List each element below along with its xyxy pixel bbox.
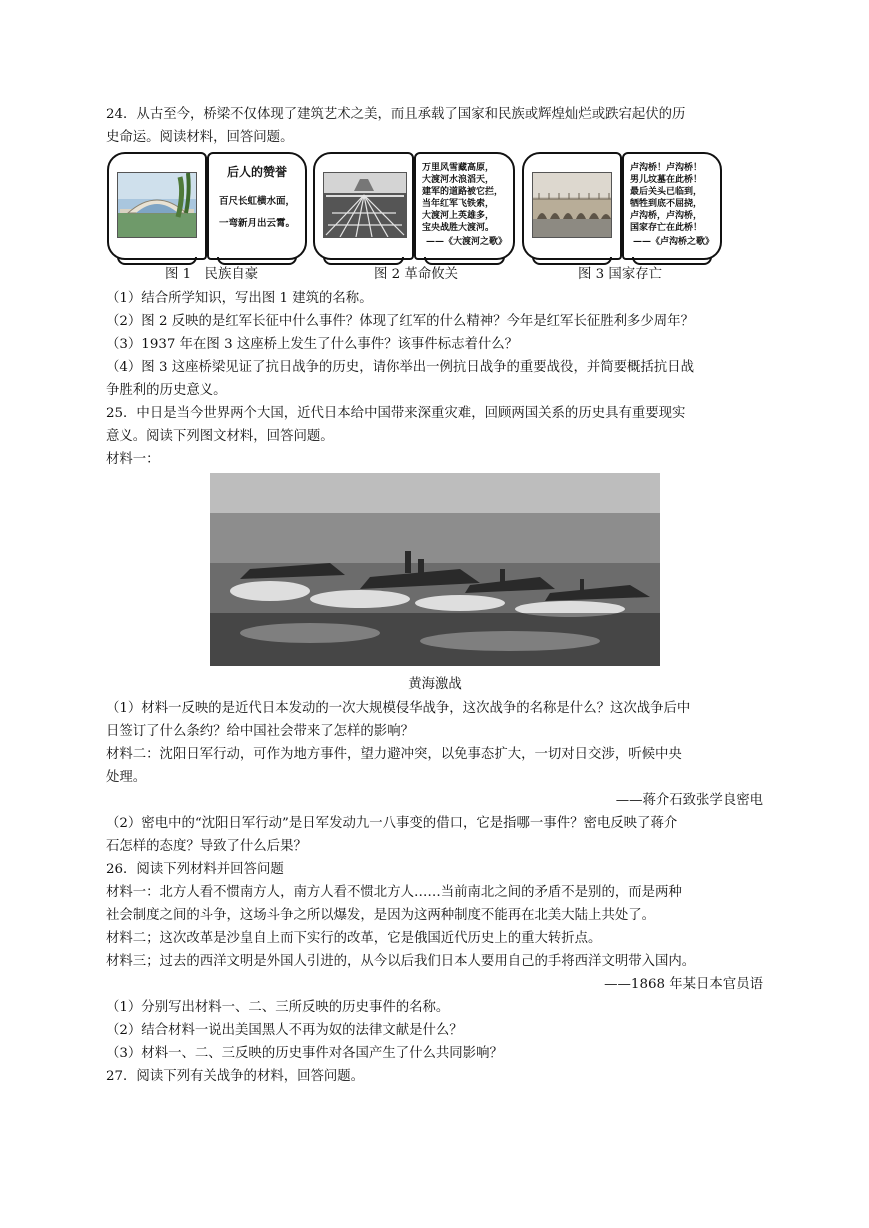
q24-sub3: （3）1937 年在图 3 这座桥上发生了什么事件？该事件标志着什么？ [106,337,519,352]
q24-sub2: （2）图 2 反映的是红军长征中什么事件？体现了红军的什么精神？今年是红军长征胜利多少周年？ [106,314,694,329]
q26-stem: 26．阅读下列材料并回答问题 [106,862,284,877]
figure-2-poem-line: 当年红军飞铁索， [422,199,495,209]
figure-1-left-page [107,152,207,260]
figure-3-left-page [522,152,622,260]
yellow-sea-battle-photo [210,473,660,666]
q25-sub2-line2: 石怎样的态度？导致了什么后果？ [106,839,307,854]
q26-material3-source: ——1868 年某日本官员语 [604,977,763,992]
q24-sub1: （1）结合所学知识，写出图 1 建筑的名称。 [106,291,373,306]
figure-1-caption: 图 1 民族自豪 [165,267,259,282]
figure-3-poem-source: ——《卢沟桥之歌》 [632,237,714,247]
figure-1-poem-title: 后人的赞誉 [226,165,287,179]
q24-sub4-line1: （4）图 3 这座桥梁见证了抗日战争的历史，请你举出一例抗日战争的重要战役，并简要概括抗日战 [106,360,694,375]
figure-1-poem-line: 百尺长虹横水面， [218,196,295,207]
figure-3-caption: 图 3 国家存亡 [578,267,662,282]
figure-2-right-page [414,152,515,260]
figure-2-book [313,152,515,262]
figure-2-poem-line: 大渡河水浪滔天， [422,175,495,185]
figure-3-poem-line: 最后关头已临到， [630,187,703,197]
q25-material2-line1: 材料二：沈阳日军行动，可作为地方事件，望力避冲突，以免事态扩大，一切对日交涉，听候中央 [106,747,682,762]
q25-material2-line2: 处理。 [106,770,147,785]
figure-2-poem-line: 建军的道路被它拦， [422,187,504,197]
figure-2-poem-line: 大渡河上英雄多， [422,211,495,221]
q24-stem-line1: 24．从古至今，桥梁不仅体现了建筑艺术之美，而且承载了国家和民族或辉煌灿烂或跌宕起伏的历 [106,107,686,122]
figure-3-right-page [622,152,722,260]
q25-material2-source: ——蒋介石致张学良密电 [615,793,763,808]
q26-material1-line2: 社会制度之间的斗争，这场斗争之所以爆发，是因为这两种制度不能再在北美大陆上共处了。 [106,908,656,923]
figure-3-poem-line: 国家存亡在此桥！ [630,223,703,233]
figure-2-chain-bridge-photo [323,172,407,238]
q26-material2: 材料二；这次改革是沙皇自上而下实行的改革，它是俄国近代历史上的重大转折点。 [106,931,602,946]
figure-3-poem-line: 卢沟桥！卢沟桥！ [630,163,703,173]
figure-3-poem-line: 牺牲到底不屈挠， [630,199,703,209]
figure-3-lugou-bridge-photo [532,172,612,238]
photo-caption: 黄海激战 [408,677,462,692]
figure-3-book [522,152,722,262]
figure-3-poem-line: 男儿坟墓在此桥！ [630,175,703,185]
figure-1-poem-line: 一弯新月出云霄。 [218,218,295,229]
figure-2-poem-source: ——《大渡河之歌》 [425,237,507,247]
figure-1-book [107,152,307,262]
figure-2-poem-line: 万里风雪藏高原， [422,163,495,173]
q25-sub2-line1: （2）密电中的“沈阳日军行动”是日军发动九一八事变的借口，它是指哪一事件？密电反映了蒋介 [106,816,678,831]
q27-stem: 27．阅读下列有关战争的材料，回答问题。 [106,1069,365,1084]
figure-2-caption: 图 2 革命攸关 [374,267,458,282]
figure-2-left-page [313,152,414,260]
q24-stem-line2: 史命运。阅读材料，回答问题。 [106,130,294,145]
q26-sub3: （3）材料一、二、三反映的历史事件对各国产生了什么共同影响？ [106,1046,503,1061]
q26-sub2: （2）结合材料一说出美国黑人不再为奴的法律文献是什么？ [106,1023,463,1038]
q26-material1-line1: 材料一：北方人看不惯南方人，南方人看不惯北方人……当前南北之间的矛盾不是别的，而是两种 [106,885,682,900]
figure-2-poem-line: 宝央战胜大渡河。 [422,223,495,233]
q26-material3: 材料三；过去的西洋文明是外国人引进的，从今以后我们日本人要用自己的手将西洋文明带入国内。 [106,954,696,969]
figure-1-right-page [207,152,307,260]
q25-sub1-line1: （1）材料一反映的是近代日本发动的一次大规模侵华战争，这次战争的名称是什么？这次战争后中 [106,701,691,716]
q26-sub1: （1）分别写出材料一、二、三所反映的历史事件的名称。 [106,1000,450,1015]
q24-sub4-line2: 争胜利的历史意义。 [106,383,227,398]
q25-stem-line1: 25．中日是当今世界两个大国，近代日本给中国带来深重灾难，回顾两国关系的历史具有重要现实 [106,406,686,421]
figure-3-poem-line: 卢沟桥，卢沟桥， [630,211,703,221]
q25-stem-line2: 意义。阅读下列图文材料，回答问题。 [106,429,334,444]
q25-material1-label: 材料一： [106,452,160,467]
figure-1-bridge-photo [117,172,197,238]
q25-sub1-line2: 日签订了什么条约？给中国社会带来了怎样的影响？ [106,724,414,739]
